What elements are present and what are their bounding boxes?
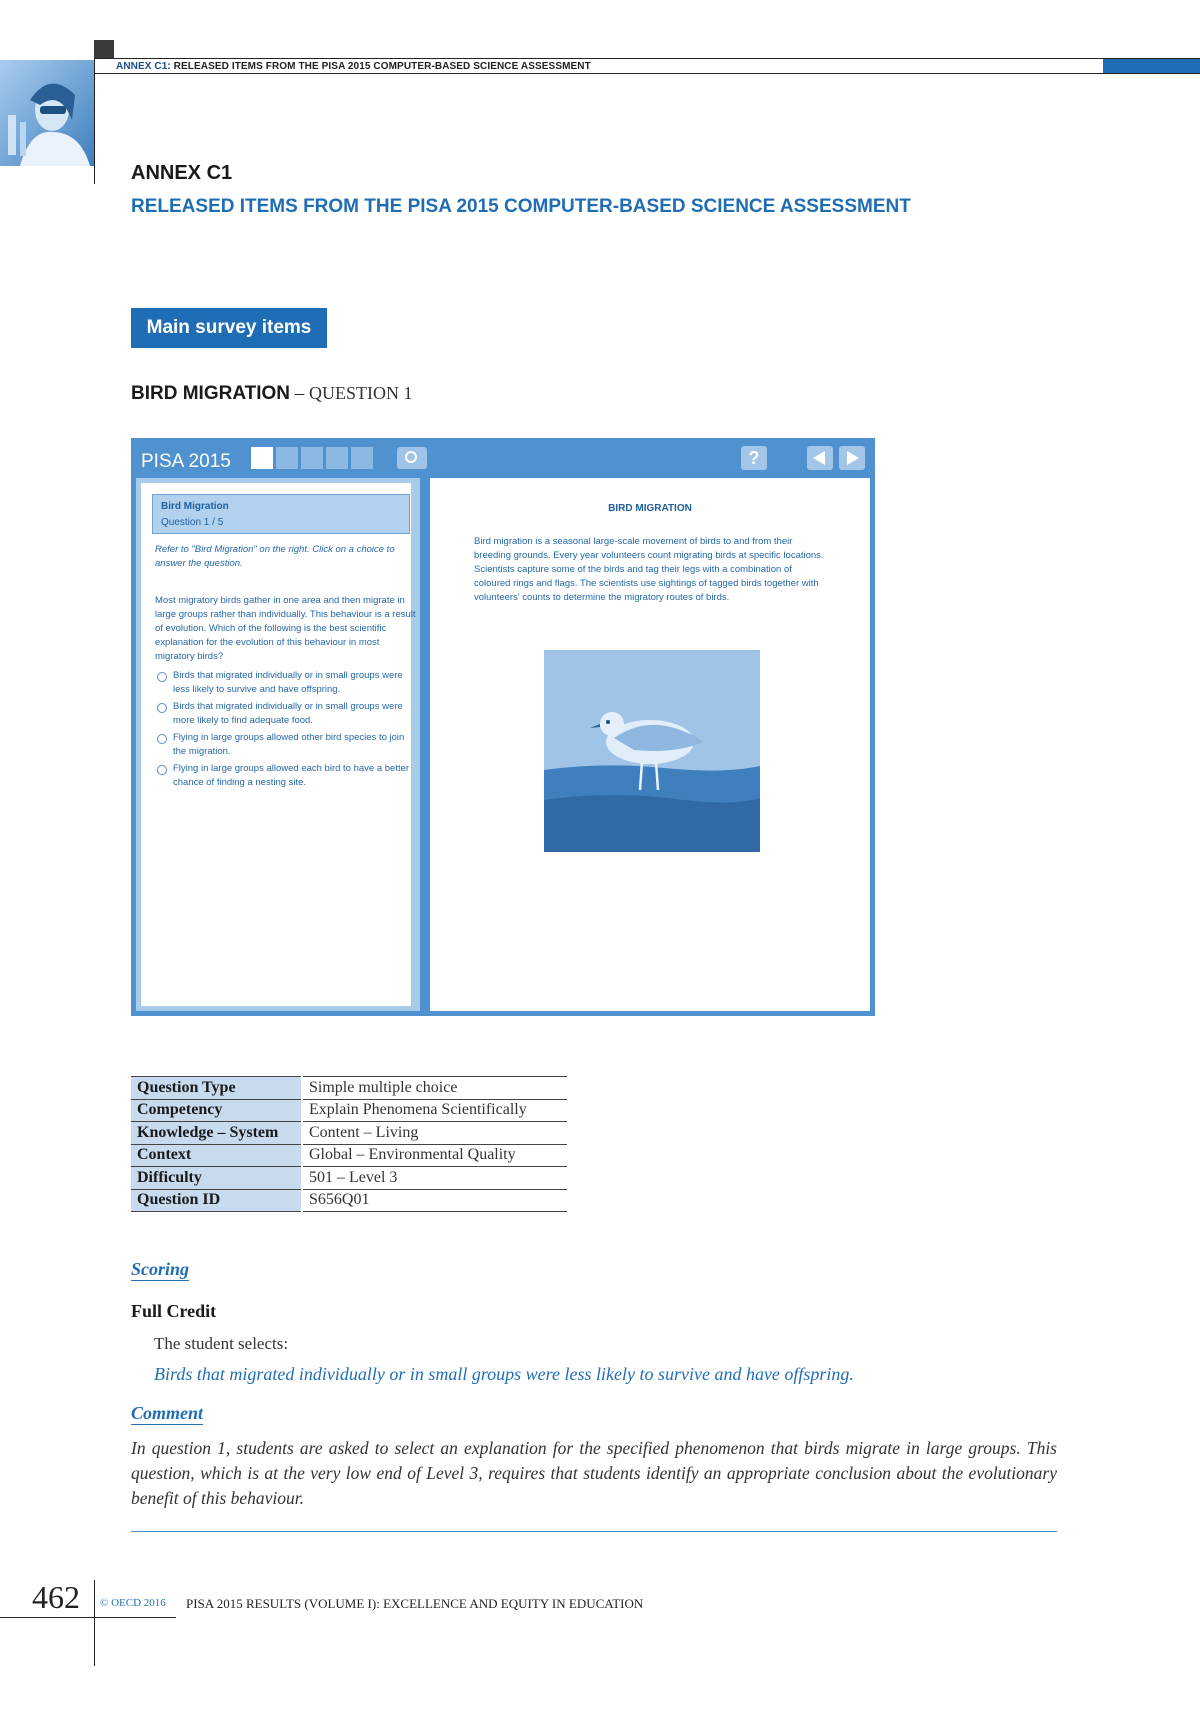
table-row: Knowledge – System Content – Living <box>131 1122 567 1145</box>
footer-vertical-rule <box>94 1580 95 1666</box>
scoring-heading: Scoring <box>131 1259 190 1279</box>
answer-option[interactable]: Birds that migrated individually or in small groups were more likely to find adequate food. <box>157 700 415 728</box>
radio-icon[interactable] <box>157 672 167 682</box>
table-row: Competency Explain Phenomena Scientifically <box>131 1099 567 1122</box>
unit-name: BIRD MIGRATION <box>131 383 291 404</box>
radio-icon[interactable] <box>157 703 167 713</box>
instruction-text: Refer to "Bird Migration" on the right. Click on a choice to answer the question. <box>155 544 395 569</box>
unit-label: Bird Migration <box>161 501 229 512</box>
question-heading: BIRD MIGRATION – QUESTION 1 <box>131 383 413 404</box>
stimulus-title: BIRD MIGRATION <box>608 503 692 514</box>
comment-text: In question 1, students are asked to select an explanation for the specified phenomenon that birds migrate in large groups. This question, which is at the very low end of Level 3, requires that students identify an appropriate conclusion about the evolutionary benefit of this behaviour. <box>131 1438 1057 1508</box>
progress-bar <box>251 447 373 469</box>
radio-icon[interactable] <box>157 734 167 744</box>
answer-options <box>157 669 415 793</box>
annex-title: ANNEX C1 <box>131 162 233 184</box>
timer-icon[interactable] <box>397 447 427 469</box>
question-box <box>152 494 410 534</box>
bird-photo <box>544 650 760 852</box>
question-info-table <box>131 1076 567 1212</box>
progress-segment <box>326 447 348 469</box>
header-top-rule <box>94 58 1200 59</box>
stimulus-text: Bird migration is a seasonal large-scale movement of birds to and from their breeding grounds. Every year volunteers count migrating birds at specific locations. Scientists capture some of the birds and tag their legs with a combination of coloured rings and flags. The scientists use sightings of tagged birds together with volunteers' counts to determine the migratory routes of birds. <box>474 536 824 603</box>
answer-option[interactable]: Flying in large groups allowed other bird species to join the migration. <box>157 731 415 759</box>
pisa-test-screen <box>131 438 875 1016</box>
copyright: © OECD 2016 <box>100 1597 166 1609</box>
progress-segment <box>276 447 298 469</box>
header-bottom-rule <box>94 73 1200 74</box>
section-badge: Main survey items <box>131 308 327 348</box>
header-blue-bar <box>1103 59 1200 73</box>
answer-option[interactable]: Birds that migrated individually or in small groups were less likely to survive and have offspring. <box>157 669 415 697</box>
footer-rule-right <box>94 1617 176 1618</box>
progress-segment <box>251 447 273 469</box>
full-credit-label: Full Credit <box>131 1301 217 1321</box>
table-row: Question ID S656Q01 <box>131 1189 567 1212</box>
question-position: Question 1 / 5 <box>161 517 224 528</box>
previous-button[interactable] <box>807 446 833 470</box>
question-panel <box>136 478 420 1011</box>
table-row: Context Global – Environmental Quality <box>131 1144 567 1167</box>
progress-segment <box>351 447 373 469</box>
question-number: QUESTION 1 <box>309 383 413 403</box>
stimulus-panel <box>430 478 870 1011</box>
progress-segment <box>301 447 323 469</box>
screen-title: PISA 2015 <box>141 451 231 472</box>
footer-title: PISA 2015 RESULTS (VOLUME I): EXCELLENCE AND EQUITY IN EDUCATION <box>186 1596 644 1611</box>
annex-subtitle: RELEASED ITEMS FROM THE PISA 2015 COMPUTER-BASED SCIENCE ASSESSMENT <box>131 196 911 217</box>
table-row: Difficulty 501 – Level 3 <box>131 1167 567 1190</box>
answer-option[interactable]: Flying in large groups allowed each bird to have a better chance of finding a nesting site. <box>157 762 415 790</box>
running-head: ANNEX C1: RELEASED ITEMS FROM THE PISA 2015 COMPUTER-BASED SCIENCE ASSESSMENT <box>116 61 591 72</box>
header-corner-block <box>94 40 114 59</box>
header-vertical-rule <box>94 59 95 184</box>
question-stem: Most migratory birds gather in one area and then migrate in large groups rather than individually. This behaviour is a result of evolution. Which of the following is the best scientific explanation for the evolution of this behaviour in most migratory birds? <box>155 595 416 662</box>
section-divider <box>131 1531 1057 1532</box>
radio-icon[interactable] <box>157 765 167 775</box>
help-button[interactable]: ? <box>741 446 767 470</box>
table-row: Question Type Simple multiple choice <box>131 1077 567 1100</box>
page-number: 462 <box>32 1579 80 1615</box>
footer-rule-left <box>0 1617 94 1618</box>
correct-answer: Birds that migrated individually or in small groups were less likely to survive and have offspring. <box>154 1364 854 1384</box>
scientist-photo <box>0 60 94 166</box>
comment-heading: Comment <box>131 1403 204 1423</box>
student-selects-text: The student selects: <box>154 1334 289 1353</box>
next-button[interactable] <box>839 446 865 470</box>
